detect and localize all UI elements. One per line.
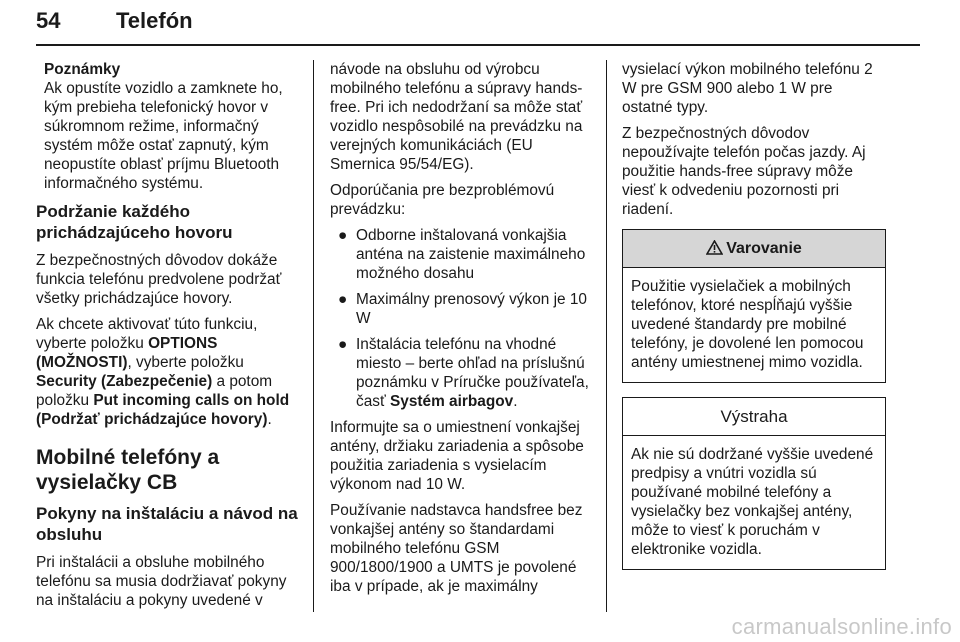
paragraph: Používanie nadstavca handsfree bez vonkajšej antény so štandardami mobilného telefónu GSM 900/1800/1900 a UMTS je povolené iba v prípade, ak je maximálny bbox=[330, 502, 583, 595]
text-run: , vyberte položku bbox=[127, 354, 244, 371]
list-item bbox=[330, 290, 592, 328]
text-run: a potom položku bbox=[36, 373, 273, 409]
paragraph: vysielací výkon mobilného telefónu 2 W pre GSM 900 alebo 1 W pre ostatné typy. bbox=[622, 61, 873, 116]
recommendation-list bbox=[330, 226, 592, 411]
chapter-title: Telefón bbox=[116, 8, 193, 33]
heading-hold-calls: Podržanie každého prichádzajúceho hovoru bbox=[36, 202, 233, 242]
list-item-text: Maximálny prenosový výkon je 10 W bbox=[356, 291, 587, 327]
paragraph: Pri inštalácii a obsluhe mobilného telefónu sa musia dodržiavať pokyny na inštaláciu a pokyny uvedené v bbox=[36, 554, 287, 609]
note-block bbox=[36, 60, 298, 193]
header-rule bbox=[36, 44, 920, 46]
menu-label-security: Security (Zabezpečenie) bbox=[36, 373, 213, 390]
paragraph: Z bezpečnostných dôvodov dokáže funkcia telefónu predvolene podržať všetky prichádzajúce hovory. bbox=[36, 252, 282, 307]
column-2 bbox=[330, 60, 592, 603]
warning-triangle-icon bbox=[706, 240, 723, 255]
menu-label-options: OPTIONS (MOŽNOSTI) bbox=[36, 335, 218, 371]
column-3 bbox=[622, 60, 886, 584]
column-1 bbox=[36, 60, 298, 617]
menu-label-hold-calls: Put incoming calls on hold (Podržať prichádzajúce hovory) bbox=[36, 392, 290, 428]
list-item-text: Odborne inštalovaná vonkajšia anténa na zaistenie maximálneho možného dosahu bbox=[356, 227, 586, 282]
caution-box bbox=[622, 397, 886, 570]
paragraph: návode na obsluhu od výrobcu mobilného telefónu a súpravy hands-free. Pri ich nedodržaní sa môže stať vozidlo nespôsobilé na prevádzku na verejných komunikáciách (EU Smernica 95/54/EG). bbox=[330, 61, 583, 173]
text-run: Ak chcete aktivovať túto funkciu, vyberte položku bbox=[36, 316, 258, 352]
bullet-icon: ● bbox=[338, 336, 348, 353]
caution-title: Výstraha bbox=[623, 398, 885, 436]
caution-text: Ak nie sú dodržané vyššie uvedené predpisy a vnútri vozidla sú používané mobilné telefóny a vysielačky bez vonkajšej antény, môže to viesť k poruchám v elektronike vozidla. bbox=[631, 446, 874, 558]
page-number: 54 bbox=[36, 8, 61, 33]
warning-title: Varovanie bbox=[726, 240, 802, 257]
watermark: carmanualsonline.info bbox=[731, 614, 952, 639]
paragraph: Informujte sa o umiestnení vonkajšej antény, držiaku zariadenia a spôsobe použitia zariadenia s vysielacím výkonom nad 10 W. bbox=[330, 419, 584, 493]
warning-text: Použitie vysielačiek a mobilných telefónov, ktoré nespĺňajú vyššie uvedené štandardy pre mobilné telefóny, je dovolené len pomocou antény umiestnenej mimo vozidla. bbox=[631, 278, 864, 371]
text-run: . bbox=[267, 411, 272, 428]
list-item bbox=[330, 335, 592, 411]
note-text: Ak opustíte vozidlo a zamknete ho, kým prebieha telefonický hovor v súkromnom režime, informačný systém môže ostať zapnutý, kým neopustíte oblasť príjmu Bluetooth informačného systému. bbox=[44, 80, 283, 192]
bullet-icon: ● bbox=[338, 291, 348, 308]
warning-box bbox=[622, 229, 886, 383]
warning-header bbox=[623, 230, 885, 268]
paragraph: Z bezpečnostných dôvodov nepoužívajte telefón počas jazdy. Aj použitie hands-free súpravy môže viesť k odvedeniu pozornosti pri riadení. bbox=[622, 125, 866, 218]
bullet-icon: ● bbox=[338, 227, 348, 244]
reference-airbag: Systém airbagov bbox=[390, 393, 514, 410]
list-item-text: Inštalácia telefónu na vhodné miesto – berte ohľad na príslušnú poznámku v Príručke používateľa, časť bbox=[356, 336, 589, 410]
text-run: . bbox=[513, 393, 518, 410]
paragraph-instructions bbox=[36, 315, 298, 429]
note-title: Poznámky bbox=[44, 61, 121, 78]
heading-installation: Pokyny na inštaláciu a návod na obsluhu bbox=[36, 504, 298, 544]
page-header bbox=[36, 8, 193, 34]
heading-mobile-phones: Mobilné telefóny a vysielačky CB bbox=[36, 446, 220, 494]
paragraph: Odporúčania pre bezproblémovú prevádzku: bbox=[330, 182, 555, 218]
column-divider-2 bbox=[606, 60, 607, 612]
list-item bbox=[330, 226, 592, 283]
column-divider-1 bbox=[313, 60, 314, 612]
